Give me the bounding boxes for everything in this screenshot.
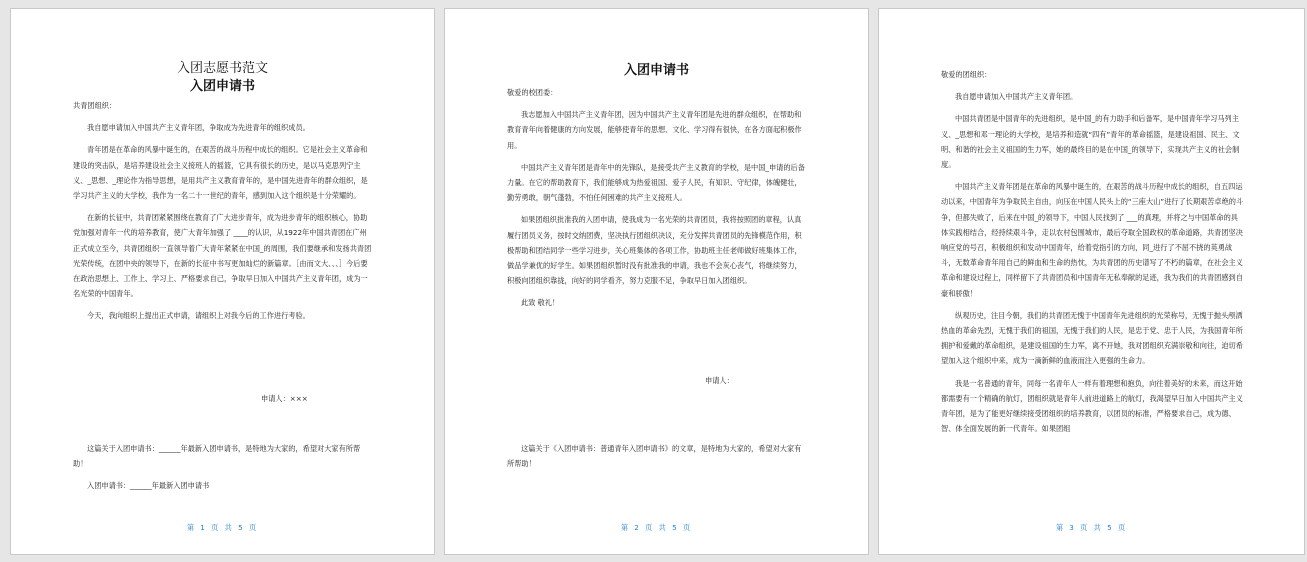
page-body [507, 85, 807, 318]
paragraph: 如果团组织批准我的入团申请，使我成为一名光荣的共青团员，我将按照团的章程，认真履行团员义务，按时交纳团费，坚决执行团组织决议，充分发挥共青团员的先锋模范作用，积极帮助和团结同学一些学习进步，关心班集体的各项工作，协助班主任老师做好班集体工作，做品学兼优的好学生。如果团组织暂时没有批准我的申请，我也不会灰心丧气，将继续努力，积极向团组织靠拢，向好的同学看齐，努力克服不足，争取早日加入团组织。 [507, 215, 802, 286]
paragraph: 此致 敬礼！ [521, 298, 560, 308]
paragraph: 在新的长征中，共青团紧紧围绕在教育了广大进步青年，成为进步青年的组织核心，协助党加强对青年一代的培养教育，使广大青年加强了 ____的认识，从1922年中国共青团在广州正式成立至今，共青团组织一直领导着广大青年紧紧在中国_的周围，我们要继承和发扬共青团光荣传统，在团中央的领导下，在新的长征中书写更加灿烂的新篇章。［由而文大、、、］今后要在政治思想上、工作上、学习上、严格要求自己，争取早日加入中国共产主义青年团，成为一名光荣的中国青年。 [73, 213, 372, 299]
document-page-3 [878, 8, 1305, 555]
note-text: 这篇关于《入团申请书：普通青年入团申请书》的文章，是特地为大家的，希望对大家有所帮助！ [507, 444, 802, 469]
page-number: 第 1 页 共 5 页 [186, 523, 259, 532]
signer-line: 申请人： [705, 376, 734, 385]
paragraph: 我自愿申请加入中国共产主义青年团。 [955, 92, 1078, 102]
page-number: 第 2 页 共 5 页 [620, 523, 693, 532]
document-subtitle: 入团申请书 [189, 79, 255, 94]
paragraph: 中国共青团是中国青年的先进组织，是中国_的有力助手和后备军，是中国青年学习马列主义、_思想和邓一理论的大学校，是培养和造就“四有”青年的革命摇篮，是建设祖国、民主、文明、和谐的社会主义祖国的生力军，她的最终目的是在中国_的领导下，实现共产主义的社会制度。 [941, 114, 1240, 170]
document-page-2 [444, 8, 869, 555]
paragraph: 中国共产主义青年团是在革命的风暴中诞生的，在艰苦的战斗历程中成长的组织，自五四运动以来，中国青年为争取民主自由，向压在中国人民头上的“三座大山”进行了长期艰苦卓绝的斗争，但都失败了，后来在中国_的领导下，中国人民找到了 ___的真理，并将之与中国革命的具体实践相结合，经持续艰斗争，走以农村包围城市，最后夺取全国政权的革命道路，共青团坚决响应党的号召，积极组织和发动中国青年，给着党指引的方向，同_进行了不屈不挠的英勇战斗，无数革命青年用自己的鲜血和生命的热忱，为共青团的历史谱写了不朽的篇章，在社会主义革命和建设过程上，同样留下了共青团员和中国青年无私奉献的足迹，我为我们的共青团感到自豪和骄傲！ [941, 182, 1244, 298]
page-body [73, 98, 373, 331]
page-notes [507, 441, 807, 478]
document-title: 入团志愿书范文 [176, 61, 268, 76]
salutation: 敬爱的校团委： [507, 88, 558, 97]
signer-line: 申请人：××× [261, 394, 308, 403]
paragraph: 中国共产主义青年团是青年中的先锋队，是接受共产主义教育的学校，是中国_申请的后备力量。在它的帮助教育下，我们能够成为热爱祖国、爱子人民，有知识、守纪律，体魄健壮，勤劳勇敢，朝气蓬勃，不怕任何困难的共产主义接班人。 [507, 162, 805, 203]
page-body [941, 67, 1245, 443]
salutation: 敬爱的团组织： [941, 70, 992, 79]
paragraph: 我是一名普通的青年，同每一名青年人一样有着理想和抱负，向往着美好的未来，而这开始都需要有一个精确的航灯，团组织就是青年人前进道路上的航灯，我渴望早日加入中国共产主义青年团，是为了能更好继续接受团组织的培养教育，以团员的标准，严格要求自己，成为德、智、体全面发展的新一代青年。如果团组 [941, 378, 1243, 434]
note-text: 这篇关于入团申请书：______年最新入团申请书，是特地为大家的，希望对大家有所帮助！ [73, 444, 361, 469]
paragraph: 今天，我向组织上提出正式申请，请组织上对我今后的工作进行考验。 [87, 311, 310, 321]
paragraph: 纵观历史，注目今朝，我们的共青团无愧于中国青年先进组织的光荣称号，无愧于抛头颅洒热血的革命先烈，无愧于我们的祖国，无愧于我们的人民，是忠于党、忠于人民，为我国青年所拥护和爱戴的革命组织，是建设祖国的生力军，离不开她，我对团组织充满崇敬和向往，迫切希望加入这个组织中来，成为一滴新鲜的血液而注入更强的生命力。 [941, 310, 1243, 366]
paragraph: 我志愿加入中国共产主义青年团，因为中国共产主义青年团是先进的群众组织，在帮助和教育青年向着健康的方向发展，能够使青年的思想、文化、学习得有很快，在各方面起积极作用。 [507, 110, 802, 150]
page-notes [73, 441, 373, 501]
paragraph: 青年团是在革命的风暴中诞生的，在艰苦的战斗历程中成长的组织。它是社会主义革命和建设的突击队，是培养建设社会主义接班人的摇篮，它具有很长的历史，是以马克思列宁主义、_思想、_理论作为指导思想，是用共产主义教育青年的，是中国先进青年的群众组织，是学习共产主义的大学校，我作为一名二十一世纪的青年，感到加入这个组织是十分荣耀的。 [73, 145, 368, 201]
salutation: 共青团组织： [73, 101, 117, 110]
note-text: 入团申请书：______年最新入团申请书 [87, 481, 210, 491]
page-title: 入团申请书 [623, 63, 689, 78]
paragraph: 我自愿申请加入中国共产主义青年团，争取成为先进青年的组织成员。 [87, 123, 310, 133]
page-number: 第 3 页 共 5 页 [1055, 523, 1128, 532]
document-page-1 [10, 8, 435, 555]
